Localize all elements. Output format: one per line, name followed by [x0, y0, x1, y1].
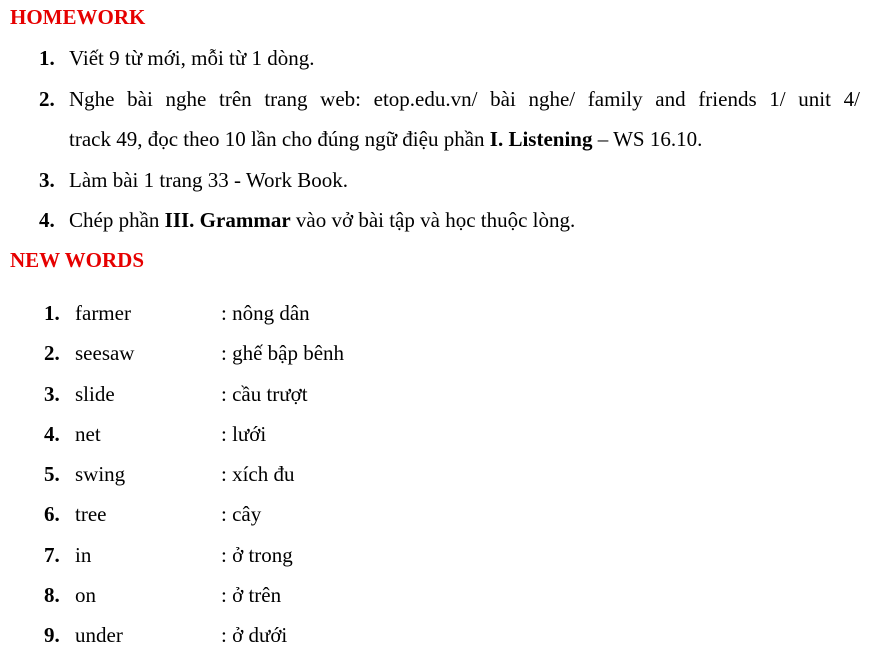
homework-item-bold-text: I. Listening: [489, 127, 593, 151]
word-meaning: : ở trên: [221, 583, 282, 607]
word-english: farmer: [75, 301, 131, 325]
homework-item-text-line: [69, 119, 860, 159]
word-number: 1.: [44, 301, 60, 325]
homework-item-text-part: track 49, đọc theo 10 lần cho đúng ngữ điệu phần: [69, 127, 490, 151]
word-english: tree: [75, 502, 107, 526]
homework-item-text-part: vào vở bài tập và học thuộc lòng.: [290, 208, 576, 232]
word-meaning: : xích đu: [221, 462, 295, 486]
word-english: seesaw: [75, 341, 135, 365]
homework-item: [39, 38, 860, 78]
word-meaning: : cầu trượt: [221, 382, 308, 406]
word-english: in: [75, 543, 92, 567]
homework-item-text: Làm bài 1 trang 33 - Work Book.: [69, 168, 349, 192]
word-meaning: : ở trong: [221, 543, 293, 567]
homework-item-number: 3.: [39, 168, 55, 192]
homework-item: [39, 160, 860, 200]
word-number: 3.: [44, 382, 60, 406]
homework-item-text: Viết 9 từ mới, mỗi từ 1 dòng.: [69, 46, 315, 70]
homework-item: [39, 79, 860, 159]
word-english: under: [75, 623, 123, 647]
homework-item-text: [69, 79, 860, 159]
word-english: net: [75, 422, 101, 446]
word-number: 9.: [44, 623, 60, 647]
word-number: 5.: [44, 462, 60, 486]
homework-item-text-part: – WS 16.10.: [592, 127, 703, 151]
word-english: swing: [75, 462, 126, 486]
word-meaning: : ở dưới: [221, 623, 288, 647]
word-meaning: : lưới: [221, 422, 267, 446]
homework-heading: HOMEWORK: [10, 5, 146, 29]
homework-item-text: [69, 200, 860, 240]
homework-item-number: 4.: [39, 208, 55, 232]
homework-item-text-part: Chép phần: [69, 208, 165, 232]
word-meaning: : ghế bập bênh: [221, 341, 345, 365]
homework-item: [39, 200, 860, 240]
word-english: on: [75, 583, 96, 607]
new-words-heading: NEW WORDS: [10, 248, 145, 272]
word-meaning: : nông dân: [221, 301, 310, 325]
word-number: 6.: [44, 502, 60, 526]
homework-item-number: 2.: [39, 87, 55, 111]
homework-item-text-line: Nghe bài nghe trên trang web: etop.edu.vn/ bài nghe/ family and friends 1/ unit 4/: [69, 87, 860, 111]
word-number: 8.: [44, 583, 60, 607]
homework-item-bold-text: III. Grammar: [164, 208, 291, 232]
word-english: slide: [75, 382, 115, 406]
word-number: 2.: [44, 341, 60, 365]
word-number: 4.: [44, 422, 60, 446]
homework-item-number: 1.: [39, 46, 55, 70]
word-meaning: : cây: [221, 502, 262, 526]
word-number: 7.: [44, 543, 60, 567]
